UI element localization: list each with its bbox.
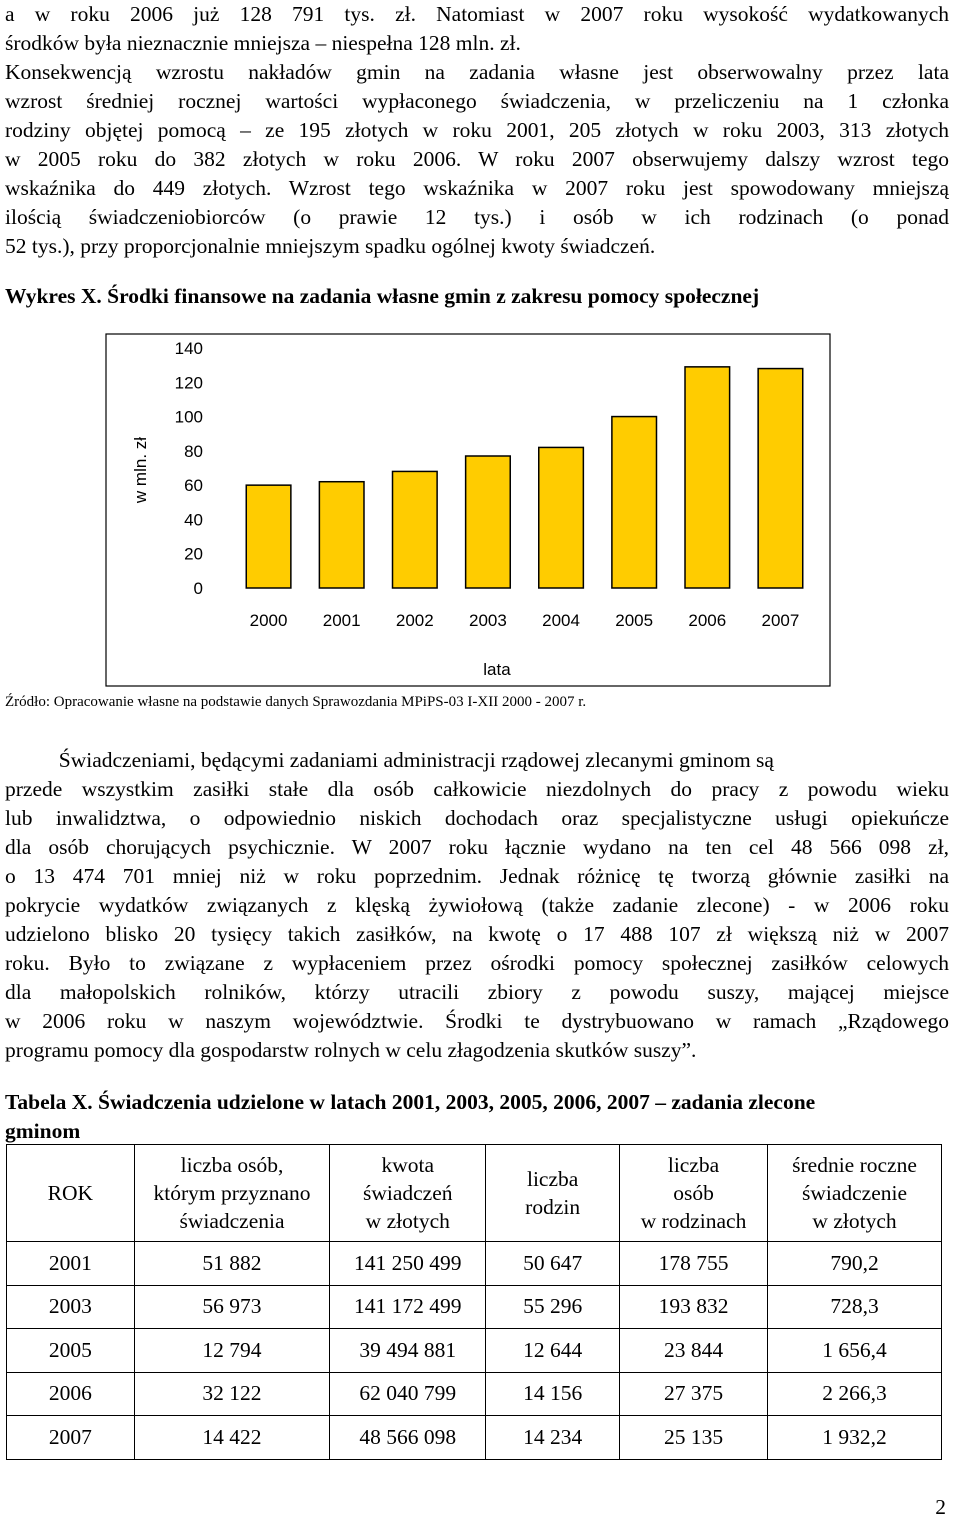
column-header: liczba osób w rodzinach	[620, 1145, 768, 1242]
bar-2006	[685, 367, 730, 588]
benefits-table	[6, 1144, 942, 1460]
table-cell: 62 040 799	[330, 1372, 486, 1416]
intro-line-5: rodziny objętej pomocą – ze 195 złotych w roku 2001, 205 złotych w roku 2003, 313 złotych	[5, 118, 949, 142]
table-cell: 1 656,4	[768, 1329, 942, 1373]
table-cell: 39 494 881	[330, 1329, 486, 1373]
intro-line-3: Konsekwencją wzrostu nakładów gmin na zadania własne jest obserwowalny przez lata	[5, 60, 949, 84]
chart-heading: Wykres X. Środki finansowe na zadania własne gmin z zakresu pomocy społecznej	[5, 284, 760, 308]
table-cell: 2005	[7, 1329, 135, 1373]
body-line-4: dla osób chorujących psychicznie. W 2007 roku łącznie wydano na ten cel 48 566 098 zł,	[5, 835, 949, 859]
body-line-6: pokrycie wydatków związanych z klęską żywiołową (także zadanie zlecone) - w 2006 roku	[5, 893, 949, 917]
table-row	[7, 1285, 942, 1329]
table-cell: 14 234	[486, 1416, 620, 1460]
column-header: średnie roczne świadczenie w złotych	[768, 1145, 942, 1242]
y-tick-label: 100	[174, 407, 203, 427]
table-cell: 56 973	[134, 1285, 330, 1329]
y-tick-label: 120	[174, 373, 203, 393]
table-cell: 32 122	[134, 1372, 330, 1416]
body-line-9: dla małopolskich rolników, którzy utracili zbiory z powodu suszy, mającej miejsce	[5, 980, 949, 1004]
column-header: ROK	[7, 1145, 135, 1242]
x-tick-label: 2003	[469, 611, 507, 630]
body-line-10: w 2006 roku w naszym województwie. Środki te dystrybuowano w ramach „Rządowego	[5, 1009, 949, 1033]
table-body	[7, 1242, 942, 1460]
table-cell: 193 832	[620, 1285, 768, 1329]
bar-2002	[393, 471, 438, 588]
table-cell: 14 156	[486, 1372, 620, 1416]
y-axis-label-group	[131, 437, 150, 504]
table-cell: 2 266,3	[768, 1372, 942, 1416]
table-cell: 14 422	[134, 1416, 330, 1460]
table-cell: 48 566 098	[330, 1416, 486, 1460]
intro-line-9: 52 tys.), przy proporcjonalnie mniejszym spadku ogólnej kwoty świadczeń.	[5, 234, 656, 258]
table-cell: 2006	[7, 1372, 135, 1416]
intro-line-6: w 2005 roku do 382 złotych w roku 2006. W roku 2007 obserwujemy dalszy wzrost tego	[5, 147, 949, 171]
body-line-1: Świadczeniami, będącymi zadaniami administracji rządowej zlecanymi gminom są	[5, 748, 774, 772]
bar-2005	[612, 417, 657, 588]
y-tick-label: 0	[193, 579, 203, 598]
x-tick-label: 2007	[761, 611, 800, 630]
table-cell: 25 135	[620, 1416, 768, 1460]
body-line-2: przede wszystkim zasiłki stałe dla osób całkowicie niezdolnych do pracy z powodu wieku	[5, 777, 949, 801]
intro-line-8: ilością świadczeniobiorców (o prawie 12 tys.) i osób w ich rodzinach (o ponad	[5, 205, 949, 229]
body-line-3: lub inwalidztwa, o odpowiednio niskich dochodach oraz specjalistyczne usługi opiekuńcze	[5, 806, 949, 830]
body-line-11: programu pomocy dla gospodarstw rolnych w celu złagodzenia skutków suszy”.	[5, 1038, 697, 1062]
bar-2004	[539, 447, 584, 588]
table-cell: 1 932,2	[768, 1416, 942, 1460]
y-axis-label: w mln. zł	[131, 436, 150, 504]
body-line-5: o 13 474 701 mniej niż w roku poprzednim. Jednak różnicę tę tworzą głównie zasiłki na	[5, 864, 949, 888]
table-cell: 2003	[7, 1285, 135, 1329]
bar-chart	[0, 320, 960, 690]
intro-line-4: wzrost średniej rocznej wartości wypłaconego świadczenia, w przeliczeniu na 1 członka	[5, 89, 949, 113]
table-cell: 27 375	[620, 1372, 768, 1416]
y-tick-label: 140	[174, 339, 203, 358]
body-line-8: roku. Było to związane z wypłaceniem przez ośrodki pomocy społecznej zasiłków celowych	[5, 951, 949, 975]
table-row	[7, 1416, 942, 1460]
table-cell: 12 794	[134, 1329, 330, 1373]
x-tick-label: 2001	[322, 611, 361, 630]
page-number: 2	[935, 1495, 946, 1519]
table-row	[7, 1242, 942, 1286]
y-tick-label: 20	[184, 544, 203, 564]
table-header-row	[7, 1145, 942, 1242]
source-note: Źródło: Opracowanie własne na podstawie danych Sprawozdania MPiPS-03 I-XII 2000 - 2007 r.	[5, 694, 587, 710]
table-row	[7, 1329, 942, 1373]
intro-line-2: środków była nieznacznie mniejsza – niespełna 128 mln. zł.	[5, 31, 521, 55]
table-cell: 728,3	[768, 1285, 942, 1329]
bar-2001	[319, 482, 364, 588]
y-tick-label: 80	[184, 441, 203, 461]
table-cell: 2007	[7, 1416, 135, 1460]
intro-line-1: a w roku 2006 już 128 791 tys. zł. Natomiast w 2007 roku wysokość wydatkowanych	[5, 2, 949, 26]
table-cell: 141 172 499	[330, 1285, 486, 1329]
x-tick-label: 2002	[395, 611, 434, 630]
table-cell: 23 844	[620, 1329, 768, 1373]
table-cell: 178 755	[620, 1242, 768, 1286]
table-cell: 12 644	[486, 1329, 620, 1373]
table-row	[7, 1372, 942, 1416]
intro-line-7: wskaźnika do 449 złotych. Wzrost tego wskaźnika w 2007 roku jest spowodowany mniejszą	[5, 176, 949, 200]
bar-2007	[758, 369, 803, 588]
table-heading-line-1: Tabela X. Świadczenia udzielone w latach 2001, 2003, 2005, 2006, 2007 – zadania zlecone	[5, 1090, 816, 1114]
x-tick-label: 2006	[688, 611, 727, 630]
column-header: liczba rodzin	[486, 1145, 620, 1242]
table-cell: 50 647	[486, 1242, 620, 1286]
x-axis-label: lata	[483, 660, 511, 679]
bar-2000	[246, 485, 291, 588]
column-header: kwota świadczeń w złotych	[330, 1145, 486, 1242]
x-tick-label: 2004	[542, 611, 580, 630]
table-heading-line-2: gminom	[5, 1119, 81, 1143]
column-header: liczba osób, którym przyznano świadczenia	[134, 1145, 330, 1242]
y-tick-label: 40	[184, 510, 203, 530]
x-tick-label: 2000	[249, 611, 288, 630]
table-cell: 141 250 499	[330, 1242, 486, 1286]
body-line-7: udzielono blisko 20 tysięcy takich zasiłków, na kwotę o 17 488 107 zł większą niż w 2007	[5, 922, 949, 946]
x-tick-label: 2005	[615, 611, 654, 630]
table-cell: 51 882	[134, 1242, 330, 1286]
table-cell: 55 296	[486, 1285, 620, 1329]
y-tick-label: 60	[184, 476, 203, 496]
table-cell: 2001	[7, 1242, 135, 1286]
table-cell: 790,2	[768, 1242, 942, 1286]
bar-2003	[466, 456, 511, 588]
